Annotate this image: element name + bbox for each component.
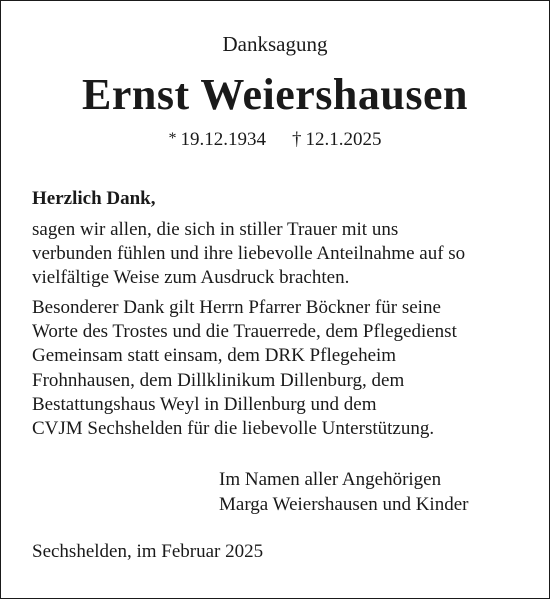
- death-date: 12.1.2025: [305, 129, 382, 150]
- special-thanks-paragraph: [32, 296, 532, 441]
- paragraph-line: Besonderer Dank gilt Herrn Pfarrer Böckner für seine: [32, 297, 441, 318]
- notice-heading: Danksagung: [222, 32, 328, 56]
- paragraph-line: sagen wir allen, die sich in stiller Trauer mit uns: [32, 219, 399, 240]
- signoff-line: Im Namen aller Angehörigen: [219, 469, 442, 490]
- thanks-paragraph: [32, 218, 532, 291]
- paragraph-line: Gemeinsam statt einsam, dem DRK Pflegeheim: [32, 345, 397, 367]
- signoff: [219, 468, 468, 517]
- cross-icon: †: [292, 129, 302, 150]
- deceased-name: Ernst Weiershausen: [82, 70, 468, 119]
- paragraph-line: CVJM Sechshelden für die liebevolle Unterstützung.: [32, 418, 435, 440]
- paragraph-line: Frohnhausen, dem Dillklinikum Dillenburg, dem: [32, 369, 405, 391]
- paragraph-line: vielfältige Weise zum Ausdruck brachten.: [32, 267, 350, 289]
- greeting: Herzlich Dank,: [32, 188, 156, 209]
- birth-symbol: *: [168, 130, 177, 147]
- life-dates: [0, 126, 550, 153]
- paragraph-line: Bestattungshaus Weyl in Dillenburg und dem: [32, 393, 377, 415]
- birth-date: 19.12.1934: [180, 129, 266, 150]
- signoff-names: Marga Weiershausen und Kinder: [219, 493, 469, 515]
- paragraph-line: Worte des Trostes und die Trauerrede, dem Pflegedienst: [32, 321, 457, 343]
- paragraph-line: verbunden fühlen und ihre liebevolle Anteilnahme auf so: [32, 243, 466, 265]
- place-and-date: Sechshelden, im Februar 2025: [32, 541, 264, 562]
